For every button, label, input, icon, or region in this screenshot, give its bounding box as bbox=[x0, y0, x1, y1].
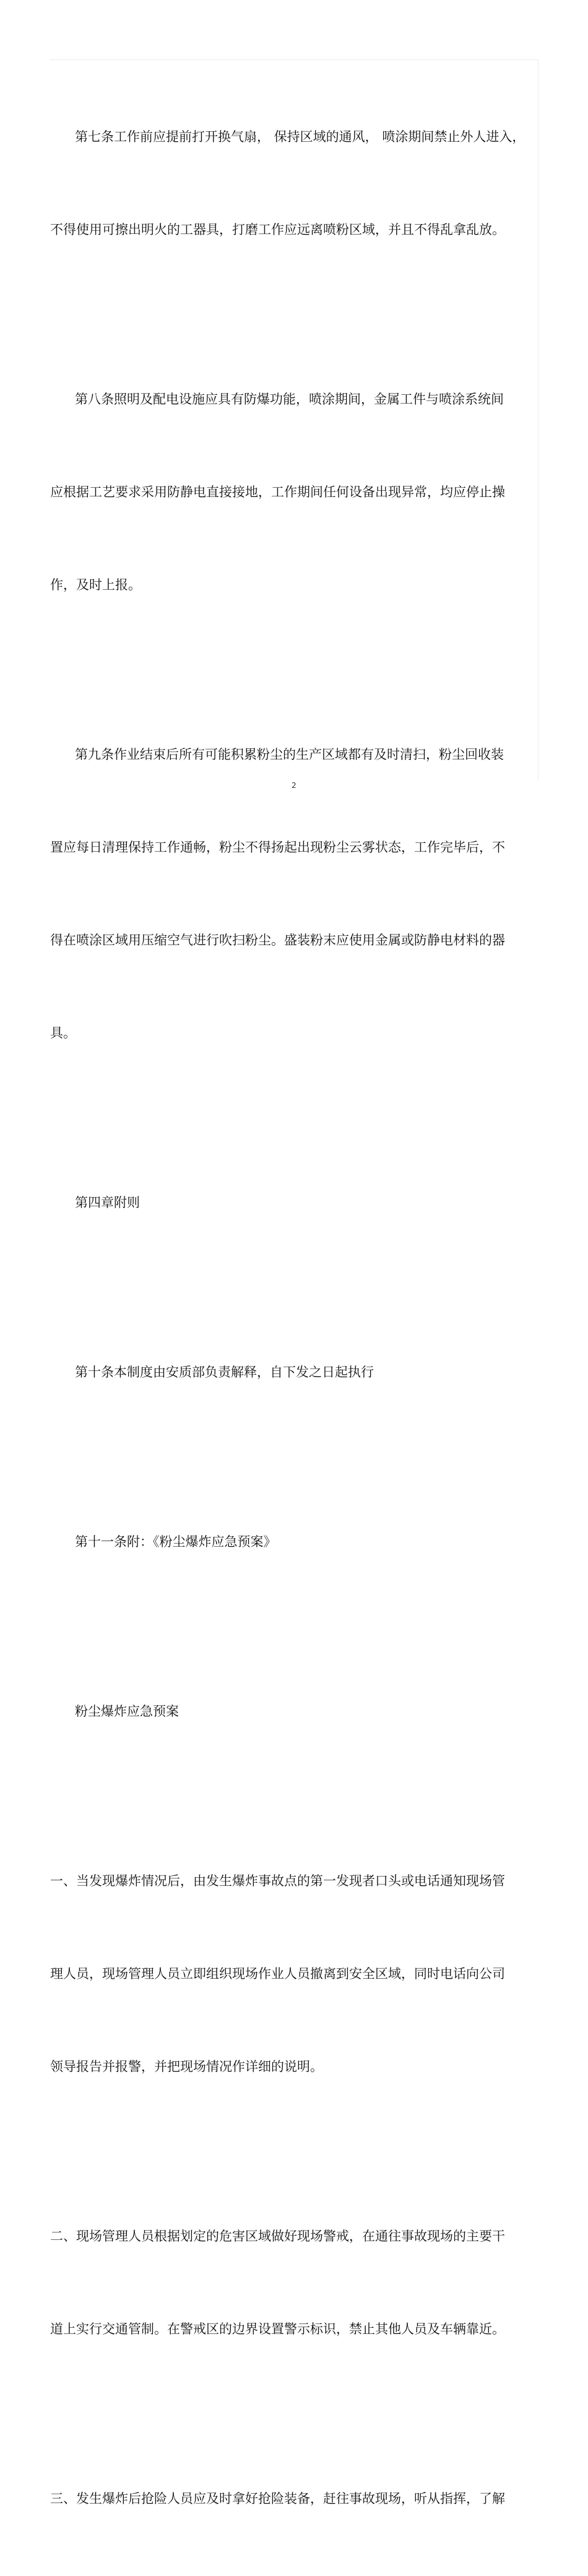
plan-title bbox=[50, 1634, 521, 1789]
document-body bbox=[50, 59, 525, 2576]
paragraph-article-7 bbox=[50, 59, 525, 307]
text-line: 第十条本制度由安质部负责解释，自下发之日起执行 bbox=[75, 1365, 374, 1380]
text-line: 得在喷涂区域用压缩空气进行吹扫粉尘。盛装粉末应使用金属或防静电材料的器 bbox=[50, 933, 505, 948]
paragraph-article-9 bbox=[50, 677, 521, 1110]
paragraph-plan-item-2 bbox=[50, 2159, 521, 2406]
paragraph-plan-item-1 bbox=[50, 1804, 521, 2144]
paragraph-article-10 bbox=[50, 1295, 521, 1450]
paragraph-article-11 bbox=[50, 1464, 521, 1619]
text-line: 应根据工艺要求采用防静电直接接地，工作期间任何设备出现异常，均应停止操 bbox=[50, 485, 505, 499]
text-line: 第十一条附：《粉尘爆炸应急预案》 bbox=[75, 1534, 277, 1549]
text-line: 第四章附则 bbox=[75, 1195, 140, 1210]
text-line: 粉尘爆炸应急预案 bbox=[75, 1704, 179, 1719]
page-number: 2 bbox=[292, 781, 296, 790]
paragraph-plan-item-3 bbox=[50, 2421, 521, 2576]
text-line: 第八条照明及配电设施应具有防爆功能，喷涂期间，金属工件与喷涂系统间 bbox=[75, 392, 504, 407]
text-line: 第七条工作前应提前打开换气扇， 保持区域的通风， 喷涂期间禁止外人进入， bbox=[75, 129, 525, 144]
text-line: 三、发生爆炸后抢险人员应及时拿好抢险装备，赶往事故现场，听从指挥，了解 bbox=[50, 2491, 505, 2506]
text-line: 不得使用可擦出明火的工器具，打磨工作应远离喷粉区域，并且不得乱拿乱放。 bbox=[50, 222, 505, 237]
text-line: 理人员，现场管理人员立即组织现场作业人员撤离到安全区域，同时电话向公司 bbox=[50, 1966, 505, 1981]
text-line: 具。 bbox=[50, 1026, 76, 1040]
text-line: 一、当发现爆炸情况后，由发生爆炸事故点的第一发现者口头或电话通知现场管 bbox=[50, 1874, 505, 1888]
text-line: 领导报告并报警，并把现场情况作详细的说明。 bbox=[50, 2059, 323, 2074]
text-line: 置应每日清理保持工作通畅，粉尘不得扬起出现粉尘云雾状态，工作完毕后，不 bbox=[50, 840, 505, 855]
paragraph-article-8 bbox=[50, 322, 521, 662]
text-line: 第九条作业结束后所有可能积累粉尘的生产区域都有及时清扫，粉尘回收装 bbox=[75, 747, 504, 762]
chapter-heading bbox=[50, 1125, 521, 1280]
text-line: 道上实行交通管制。在警戒区的边界设置警示标识，禁止其他人员及车辆靠近。 bbox=[50, 2322, 505, 2336]
text-line: 作，及时上报。 bbox=[50, 577, 141, 592]
text-line: 二、现场管理人员根据划定的危害区域做好现场警戒，在通往事故现场的主要干 bbox=[50, 2229, 505, 2244]
